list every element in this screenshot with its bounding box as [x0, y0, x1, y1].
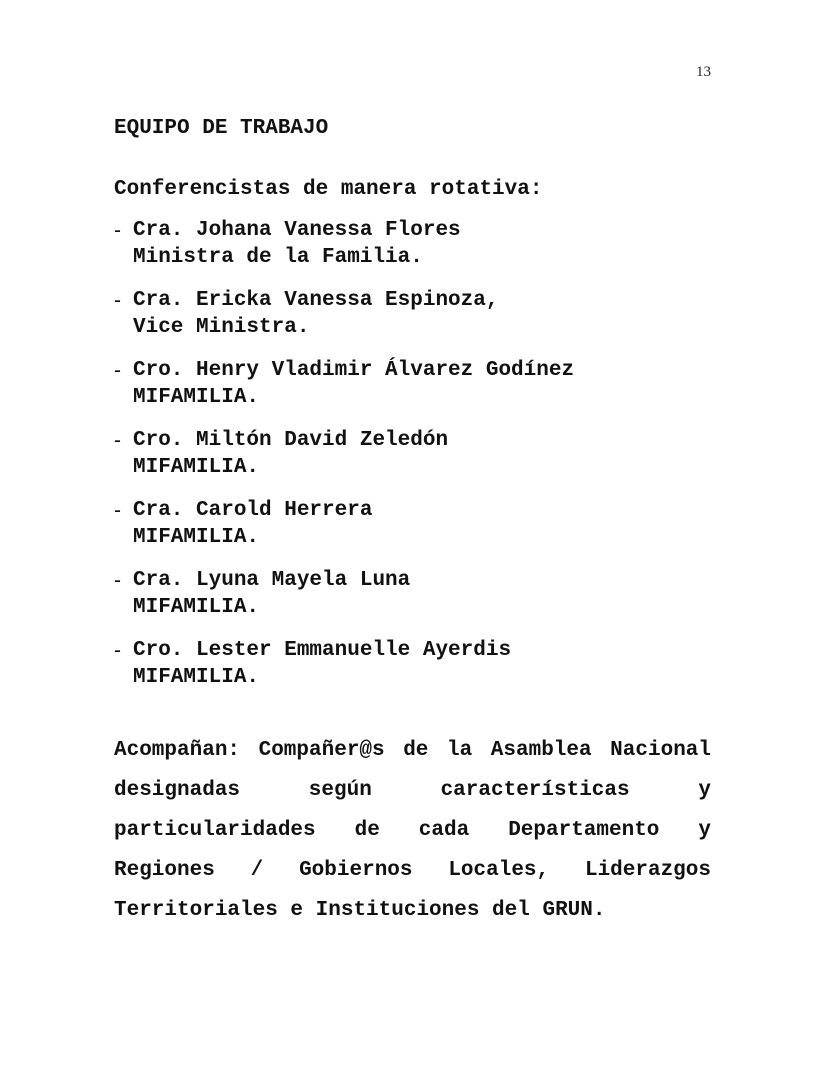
speaker-name: Cra. Ericka Vanessa Espinoza,	[133, 289, 499, 312]
list-item	[114, 287, 714, 357]
speaker-role: MIFAMILIA.	[133, 386, 260, 409]
list-item	[114, 637, 714, 707]
accompaniment-paragraph: Acompañan: Compañer@s de la Asamblea Nacional designadas según características y particularidades de cada Departamento y Regiones / Gobiernos Locales, Liderazgos Territoriales e Instituciones del GRUN.	[114, 739, 711, 922]
section-heading: EQUIPO DE TRABAJO	[114, 117, 329, 140]
page-number: 13	[696, 64, 711, 80]
speaker-role: Ministra de la Familia.	[133, 246, 423, 269]
bullet-dash: -	[114, 219, 121, 242]
speaker-name: Cro. Miltón David Zeledón	[133, 429, 449, 452]
speaker-name: Cro. Henry Vladimir Álvarez Godínez	[133, 359, 575, 382]
bullet-dash: -	[114, 429, 121, 452]
speakers-list	[114, 217, 714, 707]
list-item	[114, 567, 714, 637]
speaker-role: MIFAMILIA.	[133, 666, 260, 689]
bullet-dash: -	[114, 639, 121, 662]
bullet-dash: -	[114, 289, 121, 312]
list-item	[114, 217, 714, 287]
list-item	[114, 357, 714, 427]
speaker-role: MIFAMILIA.	[133, 456, 260, 479]
speaker-name: Cra. Lyuna Mayela Luna	[133, 569, 411, 592]
list-item	[114, 497, 714, 567]
bullet-dash: -	[114, 499, 121, 522]
speaker-role: Vice Ministra.	[133, 316, 310, 339]
speaker-role: MIFAMILIA.	[133, 596, 260, 619]
speaker-name: Cra. Carold Herrera	[133, 499, 373, 522]
speakers-subheading: Conferencistas de manera rotativa:	[114, 178, 543, 201]
list-item	[114, 427, 714, 497]
bullet-dash: -	[114, 569, 121, 592]
speaker-name: Cro. Lester Emmanuelle Ayerdis	[133, 639, 512, 662]
speaker-role: MIFAMILIA.	[133, 526, 260, 549]
bullet-dash: -	[114, 359, 121, 382]
speaker-name: Cra. Johana Vanessa Flores	[133, 219, 461, 242]
